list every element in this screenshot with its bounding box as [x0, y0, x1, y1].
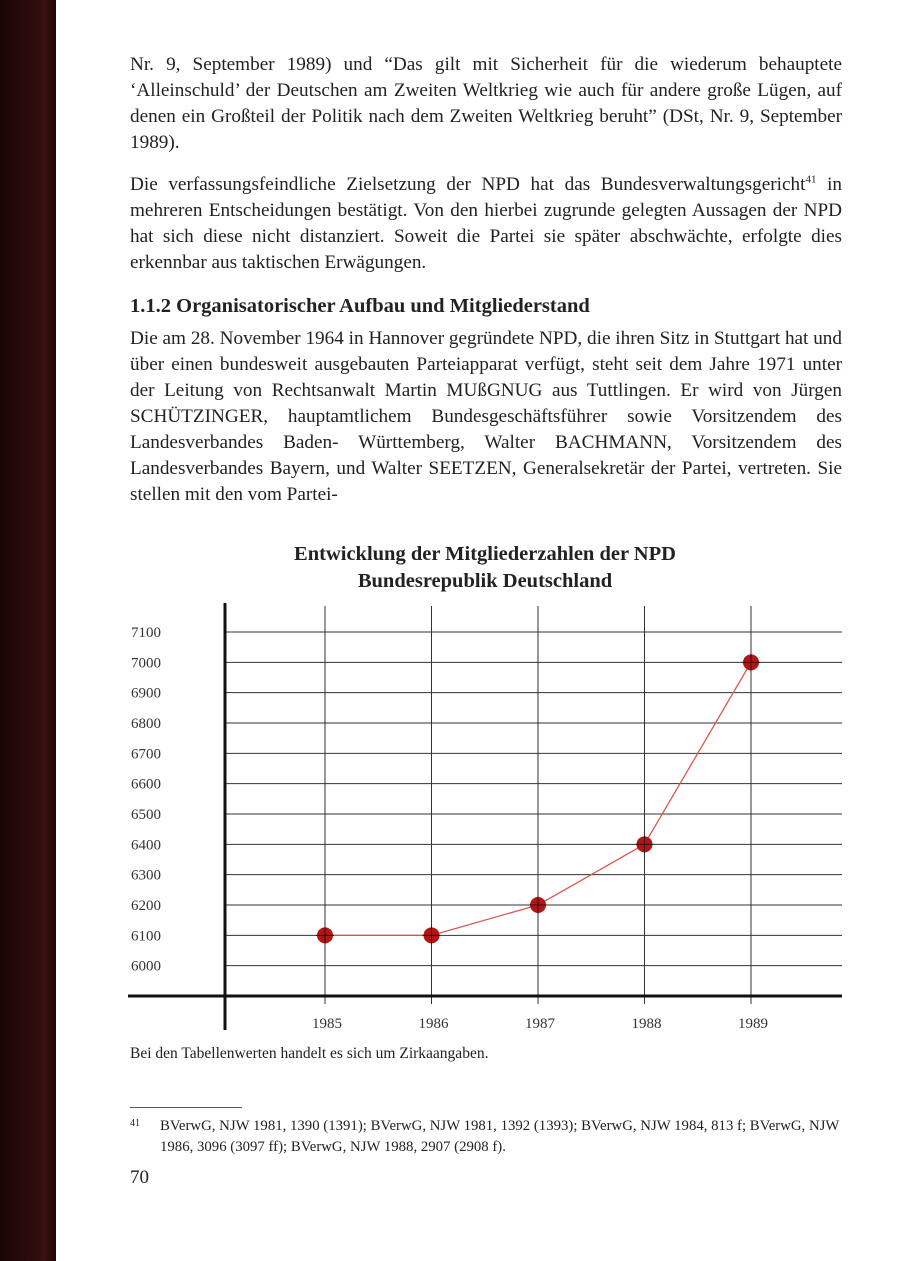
footnote-text: BVerwG, NJW 1981, 1390 (1391); BVerwG, NJW 1981, 1392 (1393); BVerwG, NJW 1984, 813 f; BVerwG, NJW 1986, 3096 (3097 ff); BVerwG, NJW 1988, 2907 (2908 f).	[160, 1118, 840, 1155]
footnote-divider	[130, 1107, 242, 1108]
footnote-number: 41	[130, 1118, 140, 1129]
x-tick-label-1989: 1989	[738, 1016, 768, 1032]
chart-note: Bei den Tabellenwerten handelt es sich um Zirkaangaben.	[130, 1045, 489, 1062]
x-tick-label-1986: 1986	[418, 1016, 449, 1032]
y-tick-label-6200: 6200	[131, 898, 161, 914]
y-tick-label-6300: 6300	[131, 867, 161, 884]
chart-title-line-1: Entwicklung der Mitgliederzahlen der NPD	[294, 543, 676, 565]
x-tick-label-1987: 1987	[525, 1016, 555, 1032]
y-tick-label-6700: 6700	[131, 746, 161, 763]
y-tick-label-6600: 6600	[131, 776, 161, 793]
y-tick-label-7000: 7000	[131, 655, 161, 672]
chart-title-line-2: Bundesrepublik Deutschland	[357, 570, 613, 592]
y-tick-label-6400: 6400	[131, 837, 161, 854]
page-number: 70	[130, 1167, 149, 1188]
x-tick-label-1988: 1988	[631, 1016, 662, 1032]
y-tick-label-6000: 6000	[131, 958, 161, 975]
y-tick-label-6500: 6500	[131, 807, 161, 823]
x-tick-label-1985: 1985	[312, 1016, 342, 1032]
y-tick-label-7100: 7100	[131, 625, 161, 641]
y-tick-label-6900: 6900	[131, 685, 161, 702]
footnote	[130, 1116, 842, 1158]
chart-labels	[131, 625, 768, 1032]
paragraph-1-text: Nr. 9, September 1989) und “Das gilt mit Sicherheit für die wiederum behauptete ‘Alleinschuld’ der Deutschen am Zweiten Weltkrieg wie auch für andere große Lügen, auf denen ein Großteil der Politik nach dem Zweiten Weltkrieg beruht” (DSt, Nr. 9, September 1989).	[130, 54, 842, 153]
y-tick-label-6800: 6800	[131, 716, 161, 732]
y-tick-label-6100: 6100	[131, 928, 161, 945]
paragraph-3-text: Die am 28. November 1964 in Hannover gegründete NPD, die ihren Sitz in Stuttgart hat und über einen bundesweit ausgebauten Parteiapparat verfügt, steht seit dem Jahre 1971 unter der Leitung von Rechtsanwalt Martin MUßGNUG aus Tuttlingen. Er wird von Jürgen SCHÜTZINGER, hauptamtlichem Bundesgeschäftsführer sowie Vorsitzendem des Landesverbandes Baden- Württemberg, Walter BACHMANN, Vorsitzendem des Landesverbandes Bayern, und Walter SEETZEN, Generalsekretär der Partei, vertreten. Sie stellen mit den vom Partei-	[130, 328, 842, 505]
paragraph-2-text-a: Die verfassungsfeindliche Zielsetzung der NPD hat das Bundesverwaltungsgericht	[130, 174, 806, 195]
section-heading: 1.1.2 Organisatorischer Aufbau und Mitgliederstand	[130, 295, 590, 317]
paragraph-2-text-b: in mehreren Entscheidungen bestätigt. Von den hierbei zugrunde gelegten Aussagen der NPD hat sich diese nicht distanziert. Soweit die Partei sie später abschwächte, erfolgte dies erkennbar aus taktischen Erwägungen.	[130, 174, 842, 273]
footnote-reference[interactable]: 41	[805, 173, 817, 186]
